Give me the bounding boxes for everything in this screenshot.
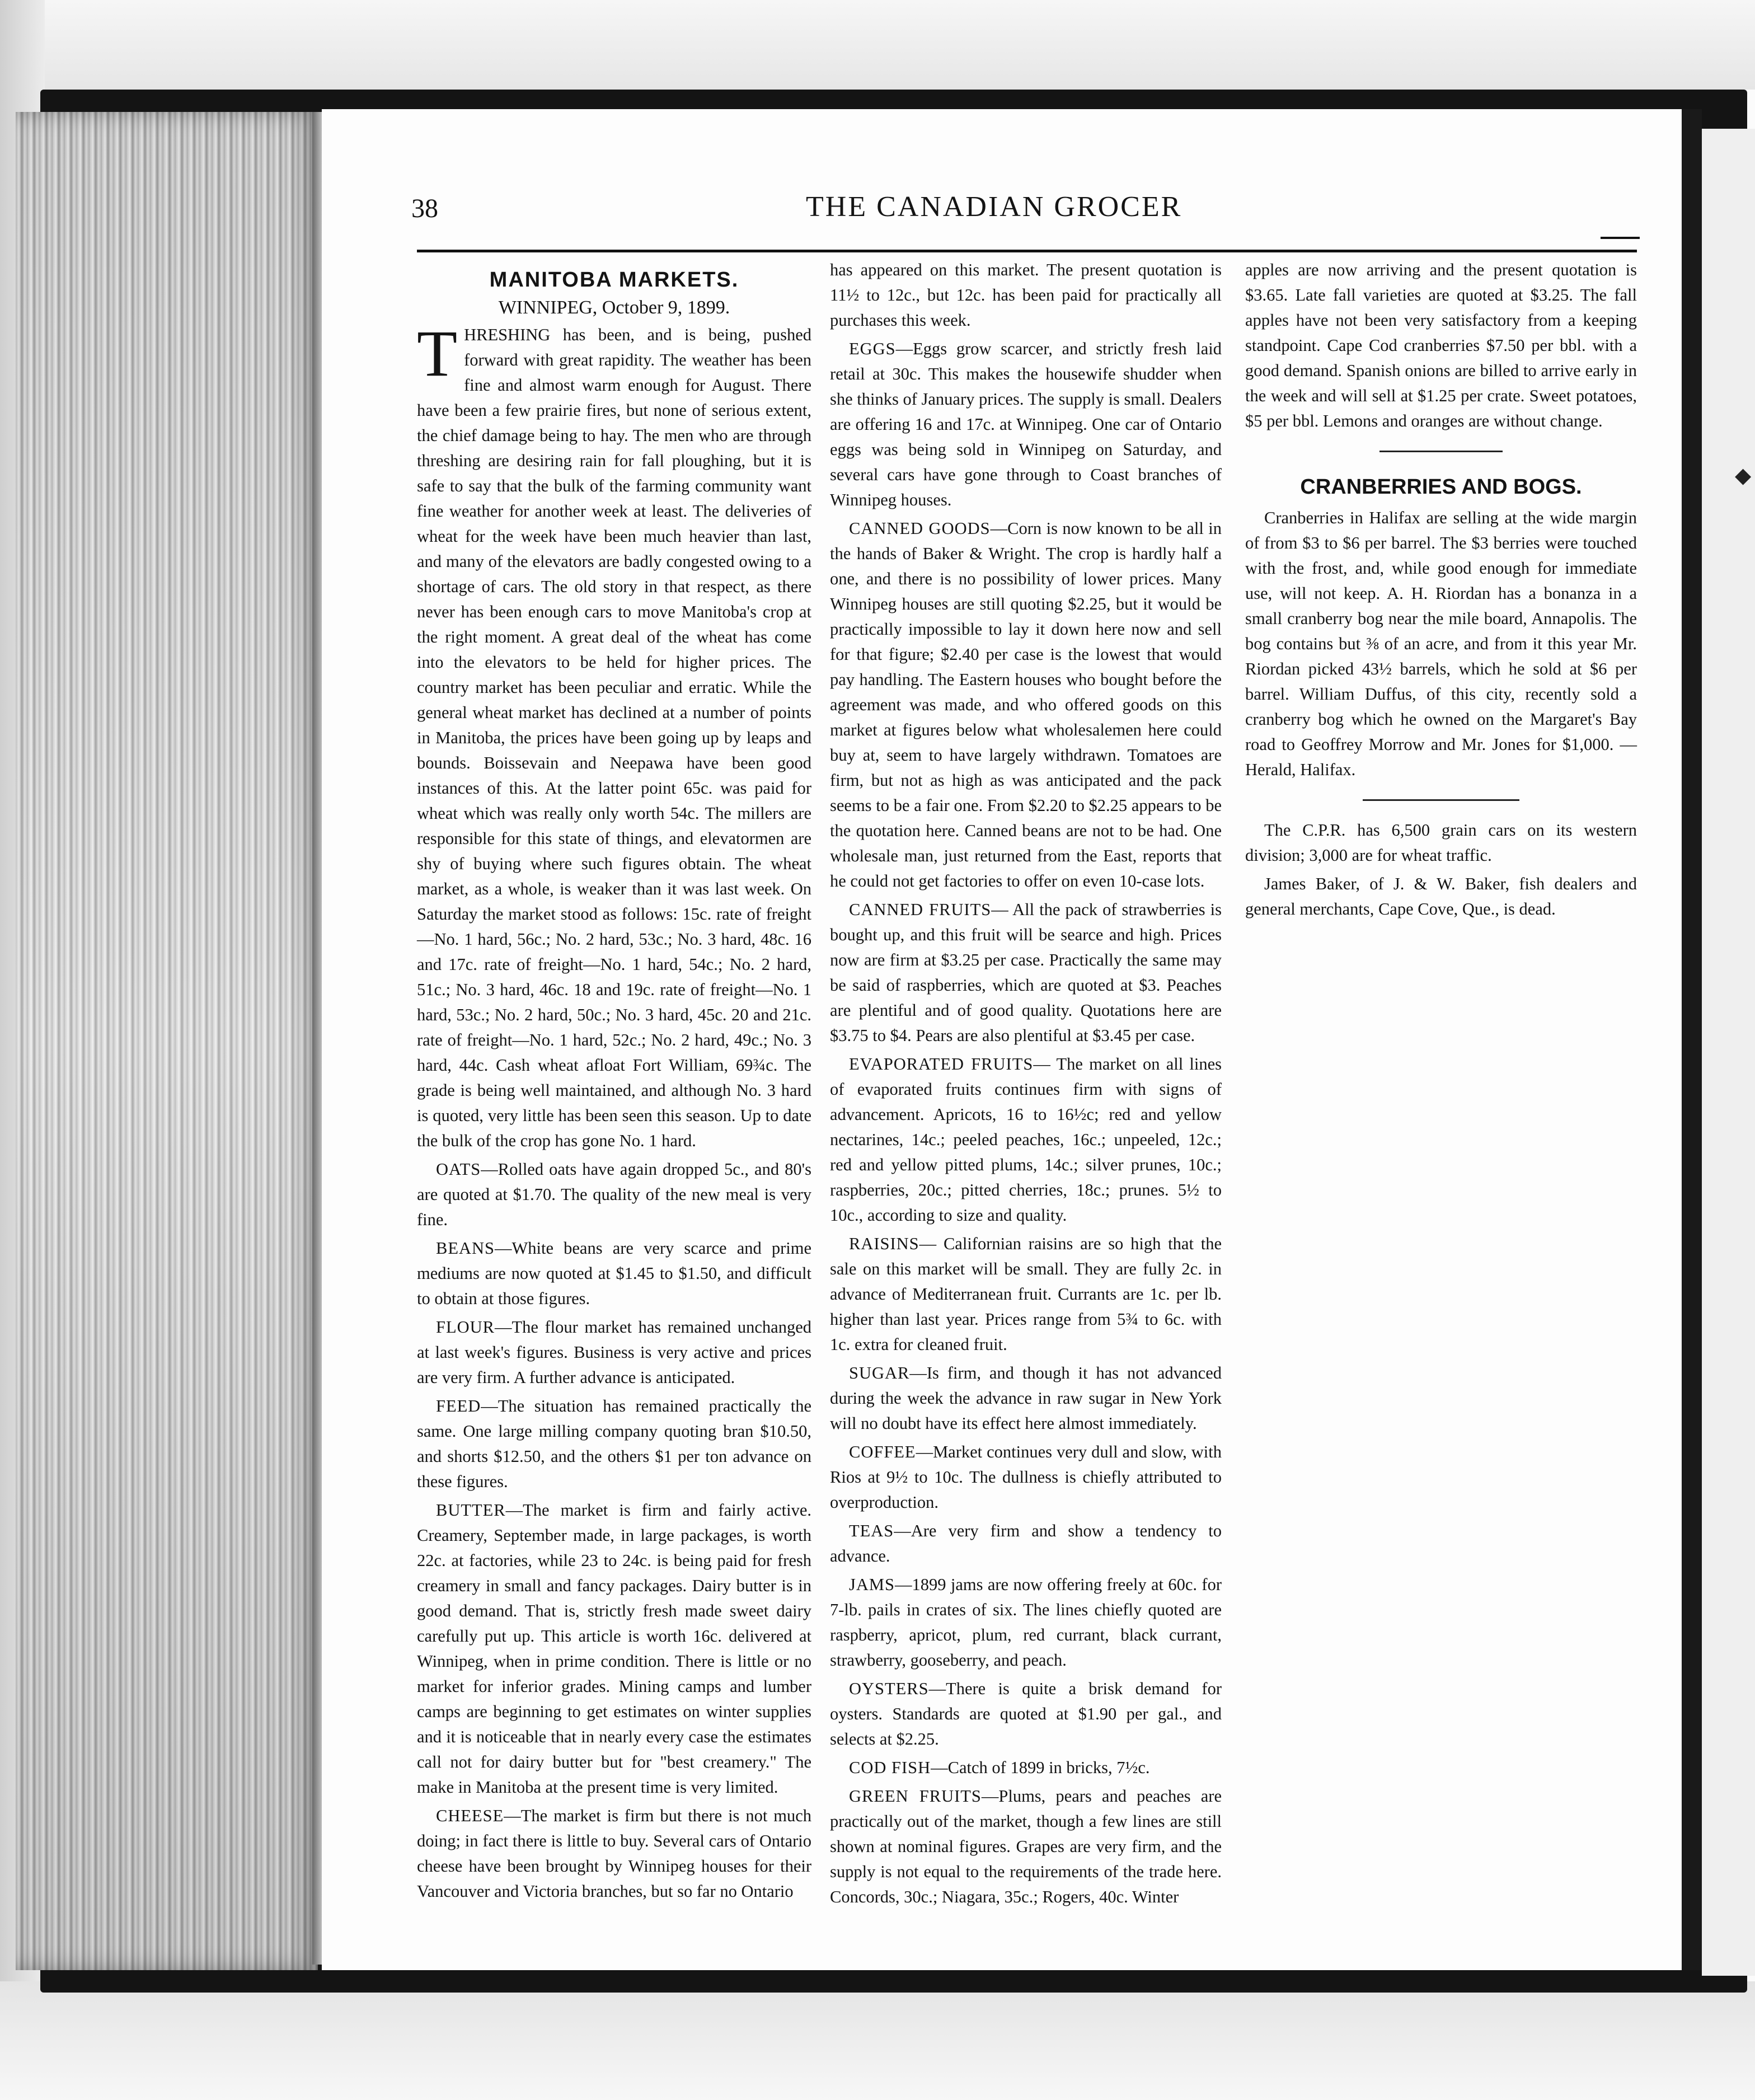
column-3 — [1245, 257, 1637, 925]
beans-label: BEANS — [436, 1239, 495, 1258]
oysters-label: OYSTERS — [849, 1679, 929, 1698]
raisins-label: RAISINS — [849, 1234, 919, 1253]
drop-cap: T — [417, 317, 458, 390]
dateline: WINNIPEG, October 9, 1899. — [498, 297, 730, 318]
evaporated-fruits-label: EVAPORATED FRUITS — [849, 1054, 1034, 1074]
green-fruits-label: GREEN FRUITS — [849, 1787, 982, 1806]
cheese-text: —The market is firm but there is not much doing; in fact there is little to buy. Several cars of Ontario cheese have been brought by Winnipeg houses for their Vancouver and Victoria branches, but so far no Ontario — [417, 1806, 811, 1901]
section-rule — [1379, 451, 1503, 452]
baker-note: James Baker, of J. & W. Baker, fish dealers and general merchants, Cape Cove, Que., is dead. — [1245, 874, 1637, 918]
section-rule-2 — [1363, 799, 1519, 801]
cpr-note: The C.P.R. has 6,500 grain cars on its western division; 3,000 are for wheat traffic. — [1245, 821, 1637, 865]
butter-label: BUTTER — [436, 1501, 506, 1520]
cod-fish-label: COD FISH — [849, 1758, 931, 1777]
jams-label: JAMS — [849, 1575, 895, 1594]
raisins-text: — Californian raisins are so high that the sale on this market will be small. They are fully 2c. in advance of Mediterranean fruit. Currants are 1c. per lb. higher than last year. Prices range from 5¾ to 6c. with 1c. extra for cleaned fruit. — [830, 1234, 1222, 1354]
header-rule — [417, 250, 1637, 252]
feed-paragraph — [417, 1394, 811, 1494]
cod-fish-paragraph — [830, 1755, 1222, 1780]
oats-text: —Rolled oats have again dropped 5c., and 80's are quoted at $1.70. The quality of the new meal is very fine. — [417, 1160, 811, 1229]
cheese-paragraph — [417, 1803, 811, 1904]
jams-text: —1899 jams are now offering freely at 60c. for 7-lb. pails in crates of six. The lines chiefly quoted are raspberry, apricot, plum, red currant, black currant, strawberry, gooseberry, and peach. — [830, 1575, 1222, 1670]
feed-label: FEED — [436, 1396, 481, 1415]
oysters-paragraph — [830, 1676, 1222, 1752]
canned-goods-paragraph — [830, 516, 1222, 894]
cranberries-paragraph: Cranberries in Halifax are selling at the wide margin of from $3 to $6 per barrel. The $3 berries were touched with the frost, and, while good enough for immediate use, will not keep. A. H. Riordan has a bonanza in a small cranberry bog near the mile board, Annapolis. The bog contains but ⅜ of an acre, and from it this year Mr. Riordan picked 43½ barrels, which he sold at $6 per barrel. William Duffus, of this city, recently sold a cranberry bog which he owned on the Margaret's Bay road to Geoffrey Morrow and Mr. Jones for $1,000. —Herald, Halifax. — [1245, 508, 1637, 779]
jams-paragraph — [830, 1572, 1222, 1673]
canned-fruits-paragraph — [830, 897, 1222, 1048]
beans-paragraph — [417, 1236, 811, 1311]
coffee-text: —Market continues very dull and slow, with Rios at 9½ to 10c. The dullness is chiefly attributed to overproduction. — [830, 1442, 1222, 1512]
facing-page-mark-icon: ◆ — [1735, 464, 1752, 487]
page-number: 38 — [411, 194, 438, 223]
column-2 — [830, 257, 1222, 1913]
eggs-text: —Eggs grow scarcer, and strictly fresh laid retail at 30c. This makes the housewife shudder when she thinks of January prices. The supply is small. Dealers are offering 16 and 17c. at Winnipeg. One car of Ontario eggs was being sold in Winnipeg on Saturday, and several cars have gone through to Coast branches of Winnipeg houses. — [830, 339, 1222, 509]
evaporated-fruits-paragraph — [830, 1052, 1222, 1228]
flour-text: —The flour market has remained unchanged at last week's figures. Business is very active and prices are very firm. A further advance is anticipated. — [417, 1318, 811, 1387]
green-fruits-text: —Plums, pears and peaches are practically out of the market, though a few lines are still shown at nominal figures. Grapes are very firm, and the supply is not equal to the requirements of the trade here. Concords, 30c.; Niagara, 35c.; Rogers, 40c. Winter — [830, 1787, 1222, 1906]
green-fruits-paragraph — [830, 1784, 1222, 1910]
canned-fruits-label: CANNED FRUITS — [849, 900, 992, 919]
flour-paragraph — [417, 1315, 811, 1390]
beans-text: —White beans are very scarce and prime mediums are now quoted at $1.45 to $1.50, and difficult to obtain at those figures. — [417, 1239, 811, 1308]
scan-background-bottom — [0, 1981, 1755, 2100]
butter-text: —The market is firm and fairly active. Creamery, September made, in large packages, is worth 22c. at factories, while 23 to 24c. is being paid for fresh creamery in small and fancy packages. Dairy butter is in good demand. That is, strictly fresh made sweet dairy carefully put up. This article is worth 16c. delivered at Winnipeg, when in prime condition. There is little or no market for inferior grades. Mining camps and lumber camps are beginning to get estimates on winter supplies and it is noticeable that in nearly every case the estimates call not for dairy butter but for "best creamery." The make in Manitoba at the present time is very limited. — [417, 1501, 811, 1797]
intro-text: HRESHING has been, and is being, pushed forward with great rapidity. The weather has been fine and almost warm enough for August. There have been a few prairie fires, but none of serious extent, the chief damage being to hay. The men who are through threshing are desiring rain for fall ploughing, but it is safe to say that the bulk of the farming community want fine weather for another week at least. The deliveries of wheat for the week have been much heavier than last, and many of the elevators are badly congested owing to a shortage of cars. The old story in that respect, as there never has been enough cars to move Manitoba's crop at the right moment. A great deal of the wheat has come into the elevators to be held for higher prices. The country market has been peculiar and erratic. While the general wheat market has declined at a number of points in Manitoba, the prices have been going up by leaps and bounds. Boissevain and Neepawa have been good instances of this. At the latter point 65c. was paid for wheat which was really only worth 54c. The millers are responsible for this state of things, and elevatormen are shy of buying where such figures obtain. The wheat market, as a whole, is weaker than it was last week. On Saturday the market stood as follows: 15c. rate of freight—No. 1 hard, 56c.; No. 2 hard, 53c.; No. 3 hard, 48c. 16 and 17c. rate of freight—No. 1 hard, 54c.; No. 2 hard, 51c.; No. 3 hard, 46c. 18 and 19c. rate of freight—No. 1 hard, 53c.; No. 2 hard, 50c.; No. 3 hard, 45c. 20 and 21c. rate of freight—No. 1 hard, 52c.; No. 2 hard, 49c.; No. 3 hard, 44c. Cash wheat afloat Fort William, 69¾c. The grade is being well maintained, and although No. 3 hard is quoted, very little has been seen this season. Up to date the bulk of the crop has gone No. 1 hard. — [417, 325, 811, 1150]
sugar-label: SUGAR — [849, 1363, 910, 1382]
eggs-paragraph — [830, 336, 1222, 513]
feed-text: —The situation has remained practically the same. One large milling company quoting bran $10.50, and shorts $12.50, and the others $1 per ton advance on these figures. — [417, 1396, 811, 1491]
evaporated-fruits-text: — The market on all lines of evaporated fruits continues firm with signs of advancement. Apricots, 16 to 16½c; red and yellow nectarines, 14c.; peeled peaches, 16c.; unpeeled, 12c.; red and yellow pitted plums, 14c.; silver prunes, 10c.; raspberries, 20c.; pitted cherries, 18c.; prunes. 5½ to 10c., according to size and quality. — [830, 1054, 1222, 1225]
running-title: THE CANADIAN GROCER — [806, 191, 1182, 223]
book-page-edges — [16, 112, 318, 1970]
oysters-text: —There is quite a brisk demand for oysters. Standards are quoted at $1.90 per gal., and selects at $2.25. — [830, 1679, 1222, 1749]
sugar-text: —Is firm, and though it has not advanced during the week the advance in raw sugar in New York will no doubt have its effect here almost immediately. — [830, 1363, 1222, 1433]
oats-paragraph — [417, 1157, 811, 1232]
book-right-edge — [1682, 109, 1702, 1970]
column-1 — [417, 257, 811, 1907]
scan-background-top — [0, 0, 1755, 90]
canned-fruits-text: — All the pack of strawberries is bought up, and this fruit will be searce and high. Prices now are firm at $3.25 per case. Practically the same may be said of raspberries, which are quoted at $3. Peaches are plentiful and of good quality. Quotations here are $3.75 to $4. Pears are also plentiful at $3.45 per case. — [830, 900, 1222, 1045]
teas-text: —Are very firm and show a tendency to advance. — [830, 1521, 1222, 1565]
butter-paragraph — [417, 1498, 811, 1800]
intro-paragraph — [417, 317, 811, 1154]
canned-goods-text: —Corn is now known to be all in the hands of Baker & Wright. The crop is hardly half a one, and there is no possibility of lower prices. Many Winnipeg houses are still quoting $2.25, but it would be practically impossible to lay it down here now and sell for that figure; $2.40 per case is the lowest that would pay handling. The Eastern houses who bought before the agreement was made, and who offered goods on this market at figures below what wholesalemen here could buy at, seem to have largely withdrawn. Tomatoes are firm, but not as high as was anticipated and the pack seems to be a fair one. From $2.20 to $2.25 appears to be the quotation here. Canned beans are not to be had. One wholesale man, just returned from the East, reports that he could not get factories to offer on even 10-case lots. — [830, 519, 1222, 890]
cheese-label: CHEESE — [436, 1806, 504, 1825]
facing-page-strip — [1702, 129, 1755, 1976]
eggs-label: EGGS — [849, 339, 896, 358]
coffee-paragraph — [830, 1440, 1222, 1515]
cheese-paragraph-continued: has appeared on this market. The present quotation is 11½ to 12c., but 12c. has been paid for practically all purchases this week. — [830, 260, 1222, 330]
canned-goods-label: CANNED GOODS — [849, 519, 991, 538]
cod-fish-text: —Catch of 1899 in bricks, 7½c. — [931, 1758, 1150, 1777]
raisins-paragraph — [830, 1231, 1222, 1357]
oats-label: OATS — [436, 1160, 481, 1179]
teas-label: TEAS — [849, 1521, 894, 1540]
manitoba-markets-heading: MANITOBA MARKETS. — [489, 268, 739, 292]
cranberries-heading: CRANBERRIES AND BOGS. — [1300, 475, 1582, 499]
header-rule-tail — [1601, 237, 1640, 239]
coffee-label: COFFEE — [849, 1442, 916, 1461]
green-fruits-paragraph-continued: apples are now arriving and the present quotation is $3.65. Late fall varieties are quoted at $3.25. The fall apples have not been very satisfactory from a keeping standpoint. Cape Cod cranberries $7.50 per bbl. with a good demand. Spanish onions are billed to arrive early in the week and will sell at $1.25 per crate. Sweet potatoes, $5 per bbl. Lemons and oranges are without change. — [1245, 260, 1637, 430]
sugar-paragraph — [830, 1361, 1222, 1436]
flour-label: FLOUR — [436, 1318, 495, 1337]
teas-paragraph — [830, 1518, 1222, 1569]
